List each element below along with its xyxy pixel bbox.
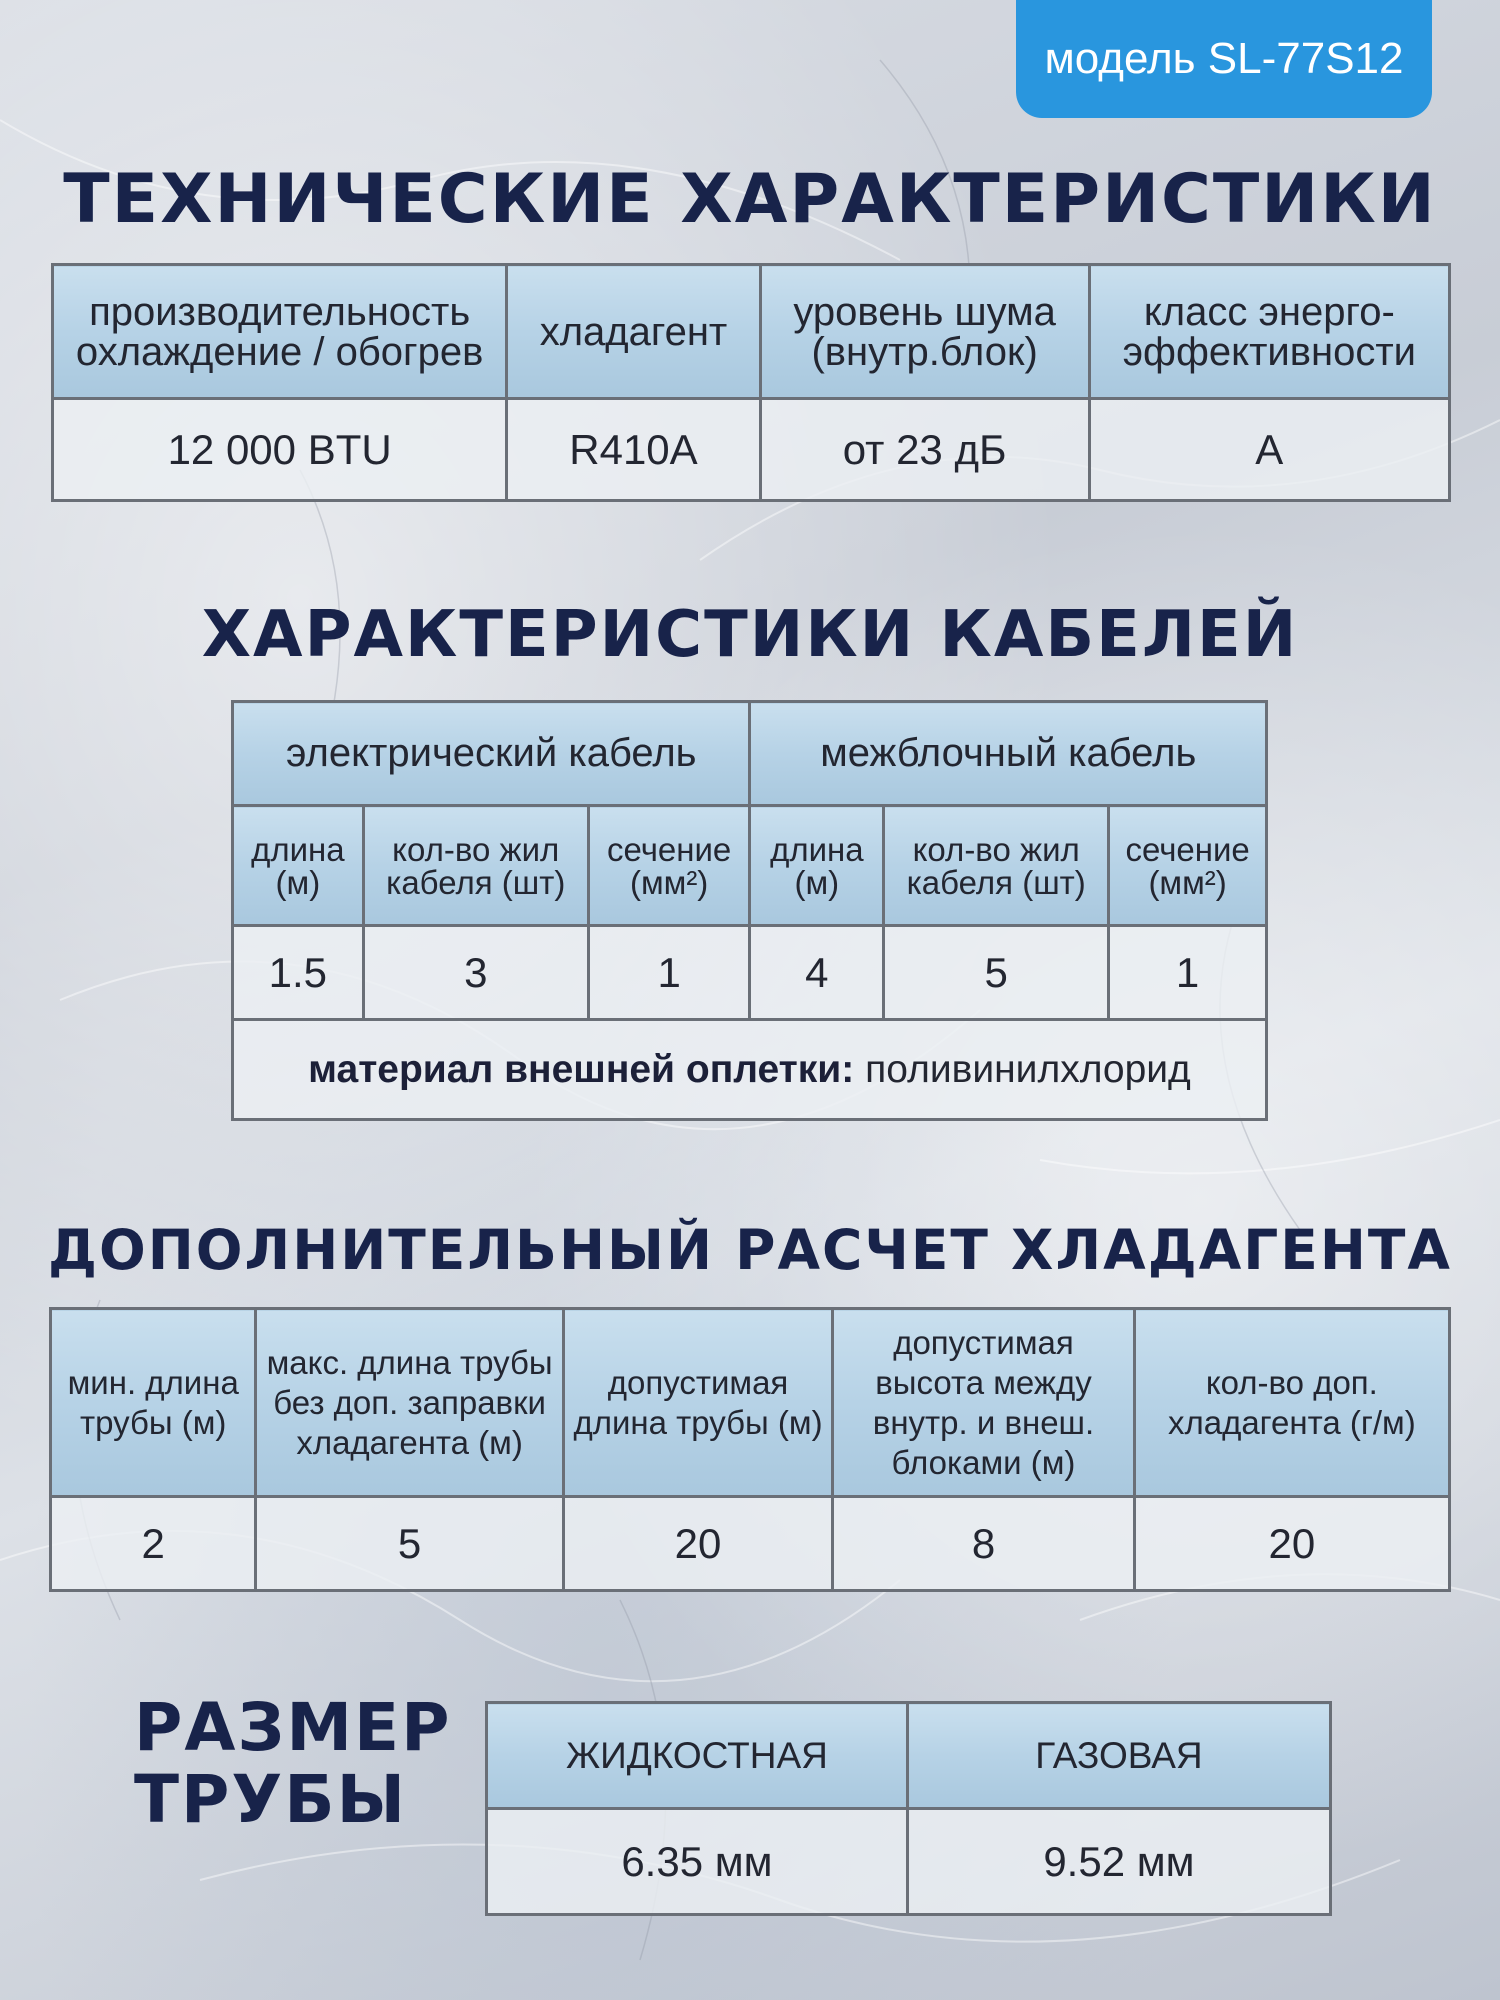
value-cell: 9.52 мм	[907, 1809, 1330, 1915]
value-cell: 2	[51, 1497, 256, 1591]
table-row	[487, 1809, 1331, 1915]
table-header-row	[233, 806, 1267, 926]
header-cell: класс энерго-эффективности	[1089, 265, 1449, 399]
header-cell: уровень шума (внутр.блок)	[760, 265, 1089, 399]
model-label: модель SL-77S12	[1044, 34, 1404, 83]
group-header-interblock: межблочный кабель	[750, 702, 1267, 806]
value-cell: 8	[833, 1497, 1134, 1591]
refrigerant-title: ДОПОЛНИТЕЛЬНЫЙ РАСЧЕТ ХЛАДАГЕНТА	[47, 1218, 1452, 1282]
value-cell: 5	[884, 926, 1109, 1020]
refrigerant-table	[49, 1307, 1451, 1592]
value-cell: 1	[1109, 926, 1267, 1020]
model-badge	[1016, 0, 1432, 118]
header-cell: ГАЗОВАЯ	[907, 1703, 1330, 1809]
tech-specs-title: ТЕХНИЧЕСКИЕ ХАРАКТЕРИСТИКИ	[63, 160, 1437, 239]
header-cell: длина (м)	[750, 806, 884, 926]
material-cell	[233, 1020, 1267, 1120]
value-cell: 3	[363, 926, 588, 1020]
value-cell: 5	[256, 1497, 563, 1591]
material-value: поливинилхлорид	[865, 1047, 1191, 1091]
pipe-size-title-line1: РАЗМЕР	[134, 1689, 452, 1766]
group-header-electric: электрический кабель	[233, 702, 750, 806]
header-cell: ЖИДКОСТНАЯ	[487, 1703, 908, 1809]
table-header-row	[487, 1703, 1331, 1809]
value-cell: 20	[563, 1497, 833, 1591]
table-row	[233, 926, 1267, 1020]
header-cell: допустимая длина трубы (м)	[563, 1309, 833, 1497]
value-cell: 12 000 BTU	[53, 399, 507, 501]
table-group-row	[233, 702, 1267, 806]
header-cell: кол-во жил кабеля (шт)	[363, 806, 588, 926]
value-cell: 6.35 мм	[487, 1809, 908, 1915]
value-cell: 1	[588, 926, 750, 1020]
header-cell: кол-во жил кабеля (шт)	[884, 806, 1109, 926]
cables-title: ХАРАКТЕРИСТИКИ КАБЕЛЕЙ	[201, 598, 1299, 672]
table-header-row	[51, 1309, 1450, 1497]
table-row	[53, 399, 1450, 501]
header-cell: производительность охлаждение / обогрев	[53, 265, 507, 399]
table-header-row	[53, 265, 1450, 399]
value-cell: от 23 дБ	[760, 399, 1089, 501]
header-cell: кол-во доп. хладагента (г/м)	[1134, 1309, 1449, 1497]
pipe-size-title-line2: ТРУБЫ	[134, 1761, 407, 1838]
header-cell: длина (м)	[233, 806, 364, 926]
value-cell: A	[1089, 399, 1449, 501]
value-cell: R410A	[507, 399, 760, 501]
value-cell: 1.5	[233, 926, 364, 1020]
value-cell: 20	[1134, 1497, 1449, 1591]
tech-specs-table	[51, 263, 1451, 502]
value-cell: 4	[750, 926, 884, 1020]
header-cell: допустимая высота между внутр. и внеш. блоками (м)	[833, 1309, 1134, 1497]
material-row	[233, 1020, 1267, 1120]
header-cell: макс. длина трубы без доп. заправки хладагента (м)	[256, 1309, 563, 1497]
pipe-size-table	[485, 1701, 1332, 1916]
header-cell: хладагент	[507, 265, 760, 399]
cables-table	[231, 700, 1268, 1121]
table-row	[51, 1497, 1450, 1591]
header-cell: мин. длина трубы (м)	[51, 1309, 256, 1497]
material-label: материал внешней оплетки:	[308, 1047, 855, 1091]
header-cell: сечение (мм²)	[588, 806, 750, 926]
header-cell: сечение (мм²)	[1109, 806, 1267, 926]
pipe-size-title	[134, 1689, 474, 1838]
